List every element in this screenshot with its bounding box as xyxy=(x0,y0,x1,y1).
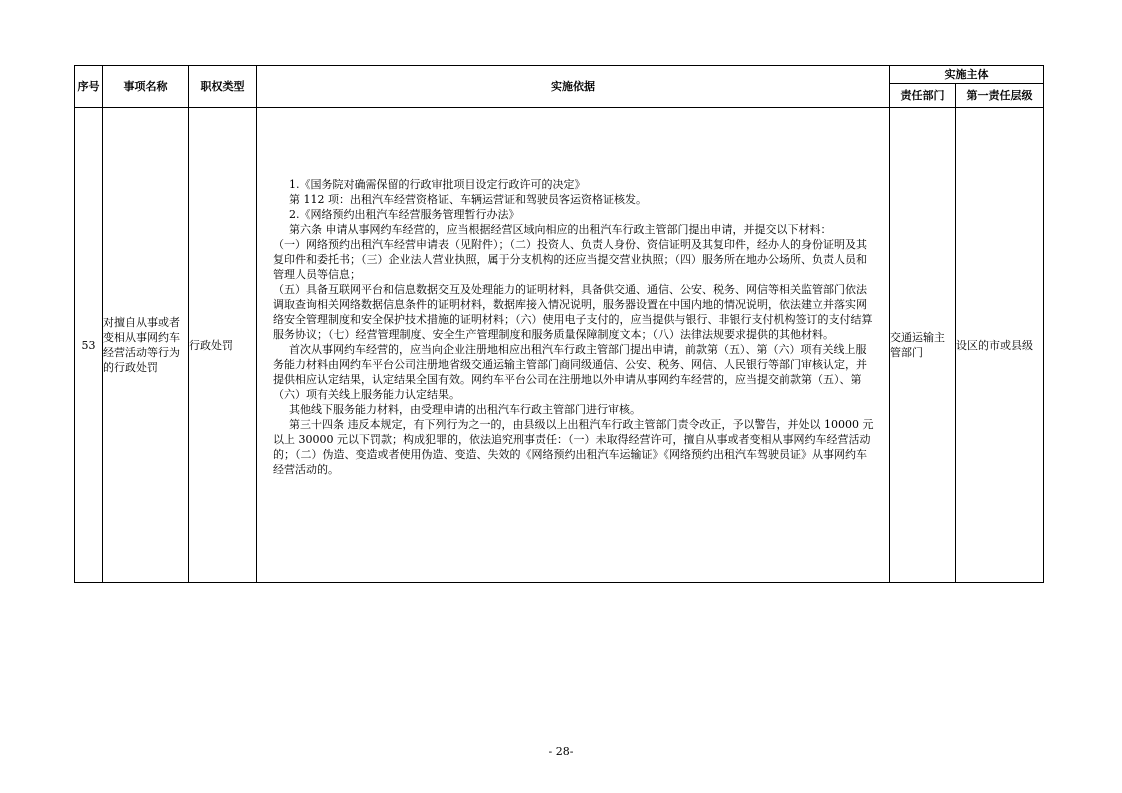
basis-paragraph: 第 112 项：出租汽车经营资格证、车辆运营证和驾驶员客运资格证核发。 xyxy=(289,193,647,206)
basis-paragraph: （五）具备互联网平台和信息数据交互及处理能力的证明材料，具备供交通、通信、公安、税务、网信等相关监管部门依法调取查询相关网络数据信息条件的证明材料，数据库接入情况说明，服务器设置在中国内地的情况说明，依法建立并落实网络安全管理制度和安全保护技术措施的证明材料；（六）使用电子支付的，应当提供与银行、非银行支付机构签订的支付结算服务协议；（七）经营管理制度、安全生产管理制度和服务质量保障制度文本；（八）法律法规要求提供的其他材料。 xyxy=(273,283,873,341)
basis-paragraphs xyxy=(273,108,877,477)
basis-paragraph: 其他线下服务能力材料，由受理申请的出租汽车行政主管部门进行审核。 xyxy=(289,403,641,416)
row-power-type: 行政处罚 xyxy=(189,108,257,583)
basis-paragraph: 第六条 申请从事网约车经营的，应当根据经营区域向相应的出租汽车行政主管部门提出申请，并提交以下材料： xyxy=(289,223,832,236)
row-basis xyxy=(257,108,890,583)
table-row xyxy=(75,108,1044,583)
basis-paragraph: 首次从事网约车经营的，应当向企业注册地相应出租汽车行政主管部门提出申请，前款第（五）、第（六）项有关线上服务能力材料由网约车平台公司注册地省级交通运输主管部门商同级通信、公安、税务、网信、人民银行等部门审核认定，并提供相应认定结果，认定结果全国有效。网约车平台公司在注册地以外申请从事网约车经营的，应当提交前款第（五）、第（六）项有关线上服务能力认定结果。 xyxy=(273,343,867,401)
header-power-type: 职权类型 xyxy=(189,66,257,108)
header-seq: 序号 xyxy=(75,66,103,108)
basis-paragraph: 2.《网络预约出租汽车经营服务管理暂行办法》 xyxy=(289,208,520,221)
row-item-name: 对擅自从事或者变相从事网约车经营活动等行为的行政处罚 xyxy=(103,108,189,583)
row-dept: 交通运输主管部门 xyxy=(890,108,956,583)
permission-table xyxy=(74,65,1044,583)
basis-paragraph: （一）网络预约出租汽车经营申请表（见附件）；（二）投资人、负责人身份、资信证明及其复印件，经办人的身份证明及其复印件和委托书；（三）企业法人营业执照，属于分支机构的还应当提交营业执照；（四）服务所在地办公场所、负责人员和管理人员等信息； xyxy=(273,238,867,281)
header-dept: 责任部门 xyxy=(890,84,956,108)
row-level: 设区的市或县级 xyxy=(956,108,1044,583)
page-number: - 28- xyxy=(548,745,574,758)
basis-paragraph: 1.《国务院对确需保留的行政审批项目设定行政许可的决定》 xyxy=(289,178,586,191)
header-level: 第一责任层级 xyxy=(956,84,1044,108)
header-basis: 实施依据 xyxy=(257,66,890,108)
header-item-name: 事项名称 xyxy=(103,66,189,108)
row-seq: 53 xyxy=(75,108,103,583)
basis-paragraph: 第三十四条 违反本规定，有下列行为之一的，由县级以上出租汽车行政主管部门责令改正，予以警告，并处以 10000 元以上 30000 元以下罚款；构成犯罪的，依法追究刑事责任：（一）未取得经营许可，擅自从事或者变相从事网约车经营活动的；（二）伪造、变造或者使用伪造、变造、失效的《网络预约出租汽车运输证》《网络预约出租汽车驾驶员证》从事网约车经营活动的。 xyxy=(273,418,874,476)
header-subject: 实施主体 xyxy=(890,66,1044,84)
